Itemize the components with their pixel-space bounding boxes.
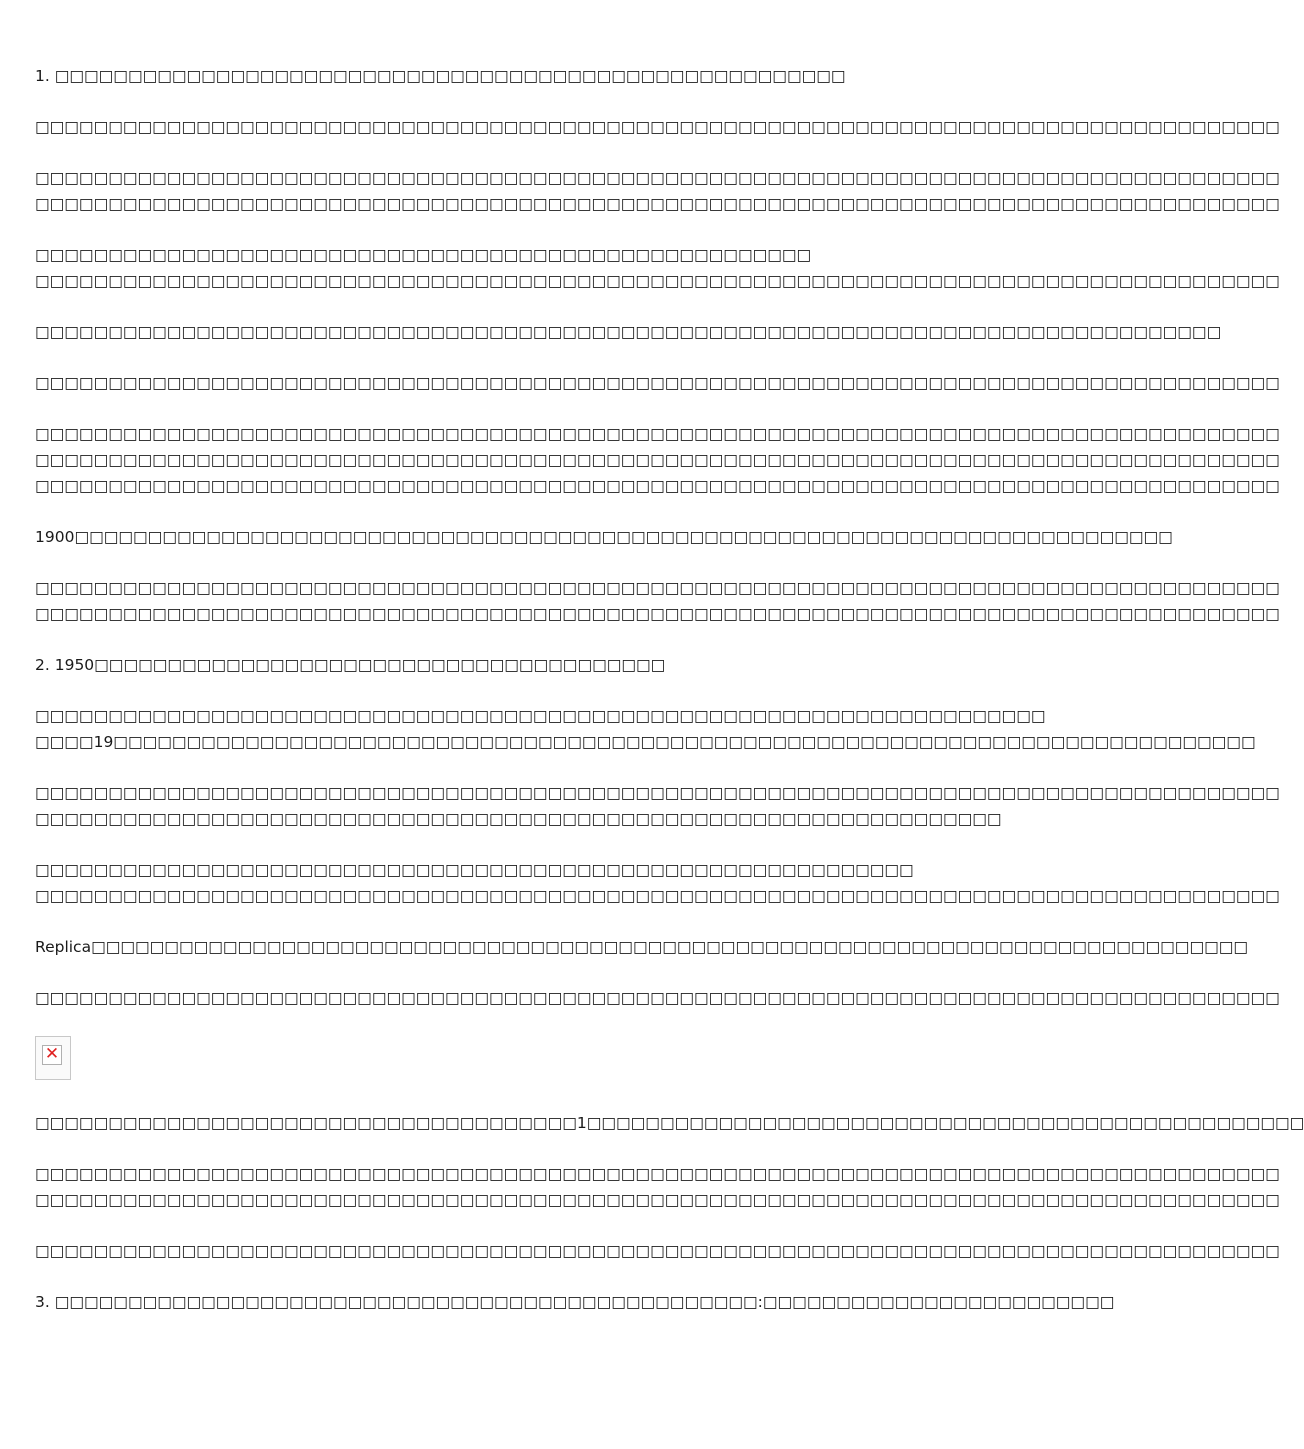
paragraph (35, 114, 1280, 140)
paragraph (35, 703, 1256, 755)
paragraphs-after-image (35, 1110, 1304, 1315)
paragraph (35, 985, 1280, 1011)
paragraph-line: □□□□□□□□□□□□□□□□□□□□□□□□□□□□□□□□□□□□□1□□□□□□□□□□□□□□□□□□□□□□□□□□□□□□□□□□□□□□□□□□□□□□□□□ (35, 1114, 1304, 1132)
paragraph-line: □□□□□□□□□□□□□□□□□□□□□□□□□□□□□□□□□□□□□□□□□□□□□□□□□□□□□□□□□□□□□□□□□□□□□□□□□□□□□□□□□□□□□ (35, 1191, 1280, 1209)
paragraph-line: □□□□□□□□□□□□□□□□□□□□□□□□□□□□□□□□□□□□□□□□□□□□□□□□□□□□□□□□□□□□□□□□□□□□□□□□□□□□□□□□□ (35, 323, 1222, 341)
paragraphs-before-image (35, 63, 1280, 1011)
paragraph (35, 421, 1280, 499)
paragraph-line: □□□□□□□□□□□□□□□□□□□□□□□□□□□□□□□□□□□□□□□□□□□□□□□□□□□□□□□□□□□□□□□□□□□□□□□□□□□□□□□□□□□□□ (35, 195, 1280, 213)
image-placeholder-frame (42, 1045, 62, 1065)
paragraph (35, 857, 1280, 909)
paragraph-line: □□□□□□□□□□□□□□□□□□□□□□□□□□□□□□□□□□□□□□□□□□□□□□□□□□□□□□□□□□□□□□□□□□□□□□□□□□□□□□□□□□□□□ (35, 272, 1280, 290)
paragraph-line: □□□□□□□□□□□□□□□□□□□□□□□□□□□□□□□□□□□□□□□□□□□□□□□□□□□□□□□□□□□□□□□□□□□□□□□□□□□□□□□□□□□□□ (35, 374, 1280, 392)
paragraph (35, 524, 1173, 550)
paragraph-line: 1900□□□□□□□□□□□□□□□□□□□□□□□□□□□□□□□□□□□□□□□□□□□□□□□□□□□□□□□□□□□□□□□□□□□□□□□□□□□ (35, 528, 1173, 546)
paragraph-line: 1. □□□□□□□□□□□□□□□□□□□□□□□□□□□□□□□□□□□□□□□□□□□□□□□□□□□□□□ (35, 67, 846, 85)
paragraph (35, 63, 991, 89)
paragraph-line: □□□□□□□□□□□□□□□□□□□□□□□□□□□□□□□□□□□□□□□□□□□□□□□□□□□□□□□□□□□□□□□□□□□□□ (35, 707, 1046, 725)
broken-image-icon (35, 1036, 71, 1080)
paragraph-line: □□□□□□□□□□□□□□□□□□□□□□□□□□□□□□□□□□□□□□□□□□□□□□□□□□□□□□□□□□□□□□□□□□□□□□□□□□□□□□□□□□□□□ (35, 784, 1280, 802)
paragraph (35, 1161, 1280, 1213)
paragraph-line: □□□□□□□□□□□□□□□□□□□□□□□□□□□□□□□□□□□□□□□□□□□□□□□□□□□□□□□□□□□□□□□□□□□□□□□□□□□□□□□□□□□□□ (35, 425, 1280, 443)
paragraph-line: □□□□□□□□□□□□□□□□□□□□□□□□□□□□□□□□□□□□□□□□□□□□□□□□□□□□□□□□□□□□□□□□□□□□□□□□□□□□□□□□□□□□□ (35, 989, 1280, 1007)
paragraph (35, 934, 1249, 960)
paragraph-line: 3. □□□□□□□□□□□□□□□□□□□□□□□□□□□□□□□□□□□□□□□□□□□□□□□□:□□□□□□□□□□□□□□□□□□□□□□□□ (35, 1293, 1115, 1311)
paragraph (35, 165, 1280, 217)
paragraph-line: Replica□□□□□□□□□□□□□□□□□□□□□□□□□□□□□□□□□□□□□□□□□□□□□□□□□□□□□□□□□□□□□□□□□□□□□□□□□□□□□□□ (35, 938, 1249, 956)
paragraph-line: □□□□□□□□□□□□□□□□□□□□□□□□□□□□□□□□□□□□□□□□□□□□□□□□□□□□□□□□□□□□□□□□□□□□□□□□□□□□□□□□□□□□□ (35, 477, 1280, 495)
paragraph-line: □□□□□□□□□□□□□□□□□□□□□□□□□□□□□□□□□□□□□□□□□□□□□□□□□□□□□□□□□□□□□□□□□□□□□□□□□□□□□□□□□□□□□ (35, 887, 1280, 905)
paragraph (35, 1289, 1115, 1315)
paragraph (35, 319, 1222, 345)
paragraph-line: □□□□19□□□□□□□□□□□□□□□□□□□□□□□□□□□□□□□□□□□□□□□□□□□□□□□□□□□□□□□□□□□□□□□□□□□□□□□□□□□□□□ (35, 733, 1256, 751)
paragraph (35, 780, 1280, 832)
paragraph-line: □□□□□□□□□□□□□□□□□□□□□□□□□□□□□□□□□□□□□□□□□□□□□□□□□□□□□□□□□□□□□□□□□□□□□□□□□□□□□□□□□□□□□ (35, 605, 1280, 623)
close-x-icon: ✕ (44, 1044, 60, 1064)
paragraph-line: 2. 1950□□□□□□□□□□□□□□□□□□□□□□□□□□□□□□□□□□□□□□□ (35, 656, 666, 674)
paragraph-line: □□□□□□□□□□□□□□□□□□□□□□□□□□□□□□□□□□□□□□□□□□□□□□□□□□□□□□□□□□□□□□□□□□□□□□□□□□□□□□□□□□□□□ (35, 1242, 1280, 1260)
paragraph-line: □□□□□□□□□□□□□□□□□□□□□□□□□□□□□□□□□□□□□□□□□□□□□□□□□□□□□□□□□□□□□□□□□□□□□□□□□□□□□□□□□□□□□ (35, 579, 1280, 597)
paragraph (35, 1110, 1304, 1136)
paragraph-line: □□□□□□□□□□□□□□□□□□□□□□□□□□□□□□□□□□□□□□□□□□□□□□□□□□□□□ (35, 246, 812, 264)
paragraph-line: □□□□□□□□□□□□□□□□□□□□□□□□□□□□□□□□□□□□□□□□□□□□□□□□□□□□□□□□□□□□□□□□□□□□□□□□□□□□□□□□□□□□□ (35, 451, 1280, 469)
paragraph-line: □□□□□□□□□□□□□□□□□□□□□□□□□□□□□□□□□□□□□□□□□□□□□□□□□□□□□□□□□□□□□□□□□□ (35, 810, 1002, 828)
paragraph (35, 575, 1280, 627)
document-body (35, 63, 1304, 1340)
paragraph (35, 652, 991, 678)
paragraph-line: □□□□□□□□□□□□□□□□□□□□□□□□□□□□□□□□□□□□□□□□□□□□□□□□□□□□□□□□□□□□□□□□□□□□□□□□□□□□□□□□□□□□□ (35, 118, 1280, 136)
paragraph-line: □□□□□□□□□□□□□□□□□□□□□□□□□□□□□□□□□□□□□□□□□□□□□□□□□□□□□□□□□□□□□□□□□□□□□□□□□□□□□□□□□□□□□ (35, 1165, 1280, 1183)
paragraph (35, 1238, 1280, 1264)
paragraph-line: □□□□□□□□□□□□□□□□□□□□□□□□□□□□□□□□□□□□□□□□□□□□□□□□□□□□□□□□□□□□ (35, 861, 914, 879)
paragraph (35, 370, 1280, 396)
paragraph (35, 242, 1280, 294)
paragraph-line: □□□□□□□□□□□□□□□□□□□□□□□□□□□□□□□□□□□□□□□□□□□□□□□□□□□□□□□□□□□□□□□□□□□□□□□□□□□□□□□□□□□□□ (35, 169, 1280, 187)
